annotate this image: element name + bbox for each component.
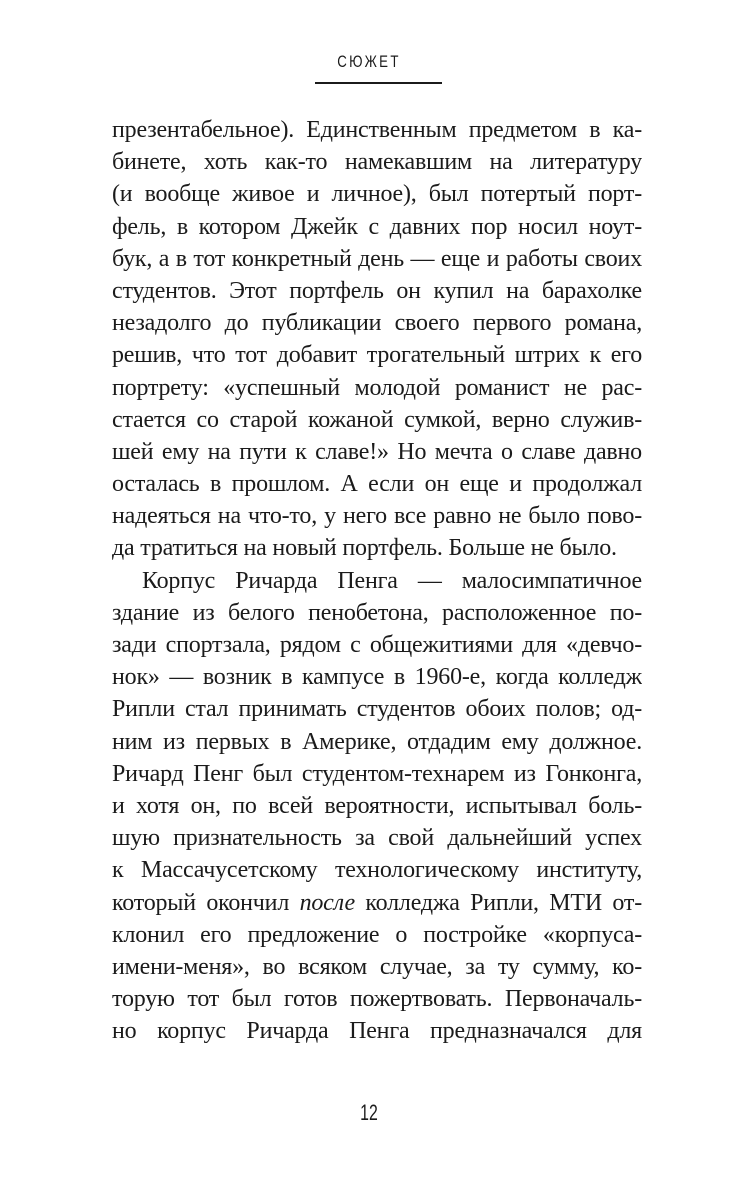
text-line: студентов. Этот портфель он купил на барахолке bbox=[112, 277, 642, 304]
text-line bbox=[112, 887, 642, 919]
text-line: решив, что тот добавит трогательный штрих к его bbox=[112, 342, 642, 369]
text-segment: который окончил bbox=[112, 889, 290, 916]
text-line: нок» — возник в кампусе в 1960-е, когда колледж bbox=[112, 664, 642, 691]
text-line: незадолго до публикации своего первого романа, bbox=[112, 310, 642, 337]
emphasis-word: после bbox=[299, 889, 355, 916]
text-line: зади спортзала, рядом с общежитиями для «девчо- bbox=[112, 632, 642, 658]
text-line: Корпус Ричарда Пенга — малосимпатичное bbox=[142, 567, 642, 594]
text-segment: колледжа Рипли, МТИ от- bbox=[365, 889, 642, 916]
text-line: осталась в прошлом. А если он еще и продолжал bbox=[112, 471, 642, 498]
text-line: здание из белого пенобетона, расположенное по- bbox=[112, 599, 642, 626]
text-line: бук, а в тот конкретный день — еще и работы своих bbox=[112, 245, 642, 272]
text-line: (и вообще живое и личное), был потертый порт- bbox=[112, 181, 642, 208]
page-number: 12 bbox=[360, 1100, 378, 1125]
text-line: торую тот был готов пожертвовать. Первоначаль- bbox=[112, 986, 642, 1013]
text-line: шую признательность за свой дальнейший успех bbox=[112, 825, 642, 852]
text-line: бинете, хоть как-то намекавшим на литературу bbox=[112, 149, 642, 176]
text-line: да тратиться на новый портфель. Больше не было. bbox=[112, 535, 617, 562]
text-line: Ричард Пенг был студентом-технарем из Гонконга, bbox=[112, 760, 642, 787]
text-line: Рипли стал принимать студентов обоих полов; од- bbox=[112, 696, 642, 723]
text-line: имени-меня», во всяком случае, за ту сумму, ко- bbox=[112, 953, 642, 980]
text-line: фель, в котором Джейк с давних пор носил ноут- bbox=[112, 213, 642, 240]
text-line: клонил его предложение о постройке «корпуса- bbox=[112, 921, 642, 948]
running-head-rule bbox=[315, 82, 442, 84]
text-line: стается со старой кожаной сумкой, верно служив- bbox=[112, 406, 642, 433]
running-head: СЮЖЕТ bbox=[337, 52, 401, 71]
text-line: к Массачусетскому технологическому институту, bbox=[112, 857, 642, 884]
text-line: надеяться на что-то, у него все равно не было пово- bbox=[112, 503, 642, 530]
text-line: шей ему на пути к славе!» Но мечта о славе давно bbox=[112, 438, 642, 465]
text-line: и хотя он, по всей вероятности, испытывал боль- bbox=[112, 792, 642, 819]
text-line: портрету: «успешный молодой романист не рас- bbox=[112, 374, 642, 401]
text-line: но корпус Ричарда Пенга предназначался для bbox=[112, 1018, 642, 1045]
body-text bbox=[112, 114, 642, 1047]
text-line: презентабельное). Единственным предметом в ка- bbox=[112, 117, 642, 143]
text-line: ним из первых в Америке, отдадим ему должное. bbox=[112, 728, 642, 755]
